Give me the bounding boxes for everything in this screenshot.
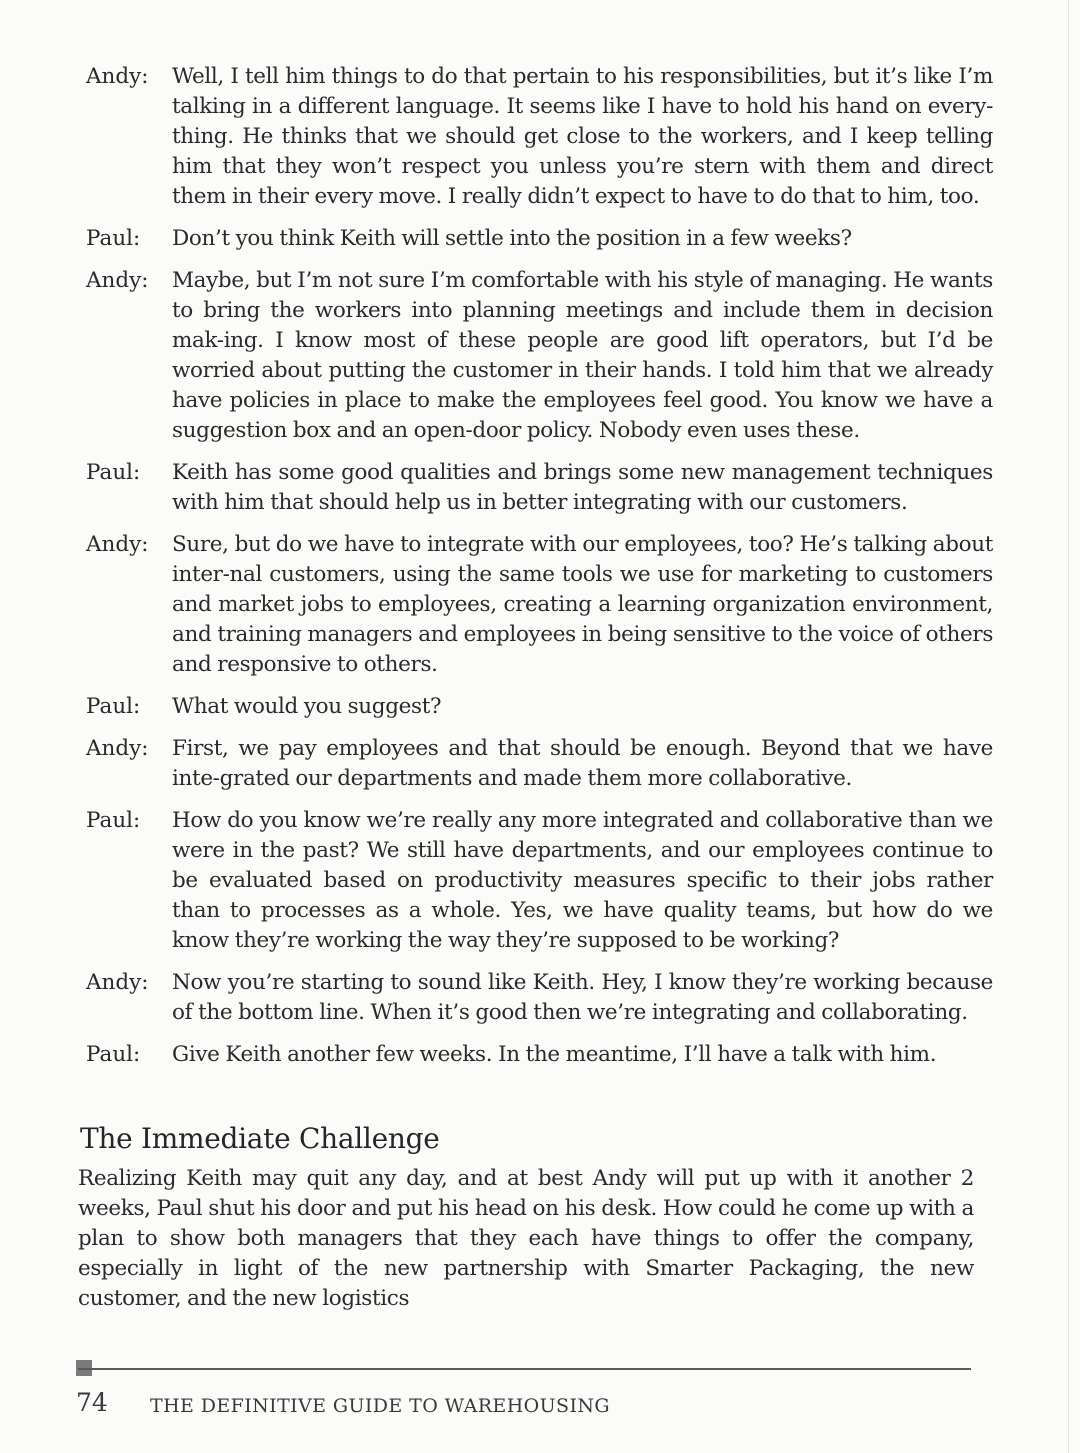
dialogue-text: Don’t you think Keith will settle into the position in a few weeks? bbox=[172, 226, 852, 251]
dialogue-text: How do you know we’re really any more integrated and collaborative than we were in the past? We still have departments, and our employees continue to be evaluated based on productivity measures specific to their jobs rather than to processes as a whole. Yes, we have quality teams, but how do we know they’re working the way they’re supposed to be working? bbox=[172, 808, 993, 953]
dialogue-turn bbox=[78, 62, 993, 212]
speaker-label: Andy: bbox=[86, 64, 149, 89]
dialogue-text: What would you suggest? bbox=[172, 694, 442, 719]
speaker-label: Paul: bbox=[86, 1042, 141, 1067]
dialogue-turn bbox=[78, 224, 993, 254]
speaker-label: Andy: bbox=[86, 268, 149, 293]
speaker-label: Andy: bbox=[86, 532, 149, 557]
dialogue-text: Now you’re starting to sound like Keith. Hey, I know they’re working because of the bottom line. When it’s good then we’re integrating and collaborating. bbox=[172, 970, 993, 1025]
dialogue-text: Give Keith another few weeks. In the meantime, I’ll have a talk with him. bbox=[172, 1042, 937, 1067]
section-heading: The Immediate Challenge bbox=[80, 1122, 440, 1155]
speaker-label: Paul: bbox=[86, 808, 141, 833]
dialogue-turn bbox=[78, 530, 993, 680]
dialogue-text: Sure, but do we have to integrate with our employees, too? He’s talking about inter-nal customers, using the same tools we use for marketing to customers and market jobs to employees, creating a learning organization environment, and training managers and employees in being sensitive to the voice of others and responsive to others. bbox=[172, 532, 993, 677]
dialogue-text: First, we pay employees and that should be enough. Beyond that we have inte-grated our departments and made them more collaborative. bbox=[172, 736, 993, 791]
speaker-label: Andy: bbox=[86, 970, 149, 995]
dialogue-text: Keith has some good qualities and brings some new management techniques with him that should help us in better integrating with our customers. bbox=[172, 460, 993, 515]
footer-divider bbox=[78, 1368, 971, 1370]
dialogue-block bbox=[78, 62, 993, 1082]
dialogue-turn bbox=[78, 734, 993, 794]
dialogue-text: Well, I tell him things to do that pertain to his responsibilities, but it’s like I’m talking in a different language. It seems like I have to hold his hand on every-thing. He thinks that we should get close to the workers, and I keep telling him that they won’t respect you unless you’re stern with them and direct them in their every move. I really didn’t expect to have to do that to him, too. bbox=[172, 64, 993, 209]
section-paragraph: Realizing Keith may quit any day, and at best Andy will put up with it another 2 weeks, Paul shut his door and put his head on his desk. How could he come up with a plan to show both managers that they each have things to offer the company, especially in light of the new partnership with Smarter Packaging, the new customer, and the new logistics bbox=[78, 1166, 974, 1311]
dialogue-turn bbox=[78, 458, 993, 518]
dialogue-turn bbox=[78, 806, 993, 956]
dialogue-text: Maybe, but I’m not sure I’m comfortable with his style of managing. He wants to bring the workers into planning meetings and include them in decision mak-ing. I know most of these people are good lift operators, but I’d be worried about putting the customer in their hands. I told him that we already have policies in place to make the employees feel good. You know we have a suggestion box and an open-door policy. Nobody even uses these. bbox=[172, 268, 993, 443]
speaker-label: Paul: bbox=[86, 226, 141, 251]
dialogue-turn bbox=[78, 968, 993, 1028]
dialogue-turn bbox=[78, 1040, 993, 1070]
speaker-label: Paul: bbox=[86, 460, 141, 485]
running-title: THE DEFINITIVE GUIDE TO WAREHOUSING bbox=[150, 1395, 610, 1417]
speaker-label: Andy: bbox=[86, 736, 149, 761]
speaker-label: Paul: bbox=[86, 694, 141, 719]
dialogue-turn bbox=[78, 266, 993, 446]
dialogue-turn bbox=[78, 692, 993, 722]
page-number: 74 bbox=[76, 1388, 108, 1417]
scan-edge-line bbox=[1068, 0, 1069, 1453]
